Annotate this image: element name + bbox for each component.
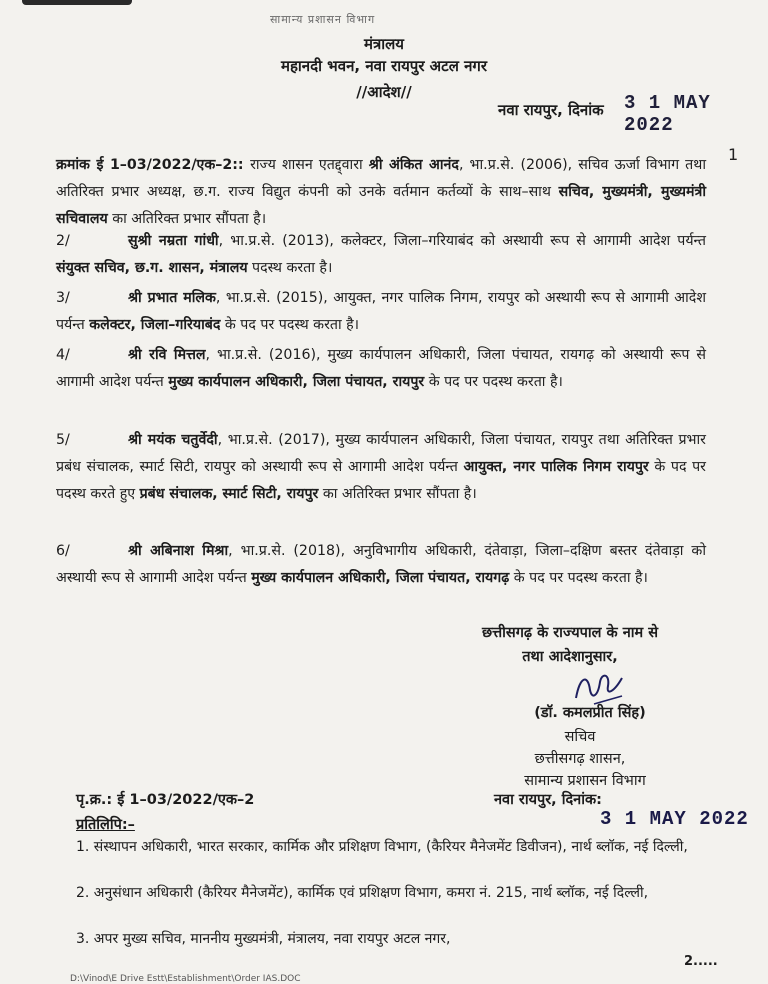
para-number: 2/ [56, 233, 70, 249]
officer-name: श्री प्रभात मलिक [128, 290, 216, 306]
officer-name: श्री अबिनाश मिश्रा [128, 543, 229, 559]
order-paragraph-1 [56, 152, 706, 233]
para-text: , भा.प्र.से. (2013), कलेक्टर, जिला–गरियाबंद को अस्थायी रूप से आगामी आदेश पर्यन्त [218, 233, 707, 249]
para-text: का अतिरिक्त प्रभार सौंपता है। [318, 486, 477, 502]
ministry-heading: मंत्रालय [363, 35, 404, 53]
phone-status-bar [22, 0, 132, 5]
signatory-government: छत्तीसगढ़ शासन, [534, 751, 626, 767]
copy-heading: प्रतिलिपि:– [76, 817, 135, 833]
para-text: राज्य शासन एतद्द्वारा [250, 157, 369, 173]
para-text: , भा.प्र.से. (2017), मुख्य कार्यपालन अधिकारी, जिला पंचायत, रायपुर तथा अतिरिक्त प्रभार प्रबंध संचालक, स्मार्ट सिटी, रायपुर को अस्थायी रूप से आगामी आदेश पर्यन्त [56, 432, 706, 475]
order-paragraph-5 [56, 427, 706, 508]
officer-name: श्री रवि मित्तल [128, 347, 206, 363]
assigned-post: आयुक्त, नगर पालिक निगम रायपुर [463, 459, 649, 475]
para-number: 3/ [56, 290, 70, 306]
endorsement-date-stamp: 3 1 MAY 2022 [600, 808, 749, 830]
officer-name: श्री मयंक चतुर्वेदी [128, 432, 218, 448]
para-text: , भा.प्र.से. (2018), अनुविभागीय अधिकारी, दंतेवाड़ा, जिला–दक्षिण बस्तर दंतेवाड़ा को अस्थायी रूप से आगामी आदेश पर्यन्त [56, 543, 706, 586]
handwritten-signature [570, 666, 630, 706]
officer-name: श्री अंकित आनंद [368, 157, 459, 173]
file-path-footer: D:\Vinod\E Drive Estt\Establishment\Order IAS.DOC [70, 974, 301, 984]
copy-item: 3. अपर मुख्य सचिव, माननीय मुख्यमंत्री, मंत्रालय, नवा रायपुर अटल नगर, [76, 931, 451, 947]
para-text: का अतिरिक्त प्रभार सौंपता है। [107, 211, 267, 227]
para-text: , भा.प्र.से. (2006), सचिव ऊर्जा विभाग तथा अतिरिक्त प्रभार अध्यक्ष, छ.ग. राज्य विद्युत कंपनी को उनके वर्तमान कर्तव्यों के साथ–साथ [56, 157, 706, 200]
assigned-post: सचिव, मुख्यमंत्री, मुख्यमंत्री सचिवालय [56, 184, 707, 227]
page-continuation: 2..... [684, 954, 718, 969]
para-number: 4/ [56, 347, 70, 363]
city-date-label: नवा रायपुर, दिनांक [498, 101, 604, 119]
signature-line-1: छत्तीसगढ़ के राज्यपाल के नाम से [481, 625, 659, 641]
order-paragraph-4 [56, 342, 706, 396]
assigned-post: मुख्य कार्यपालन अधिकारी, जिला पंचायत, रायगढ़ [251, 570, 510, 586]
address-heading: महानदी भवन, नवा रायपुर अटल नगर [280, 57, 488, 75]
signatory-department: सामान्य प्रशासन विभाग [524, 773, 646, 789]
para-text: के पद पर पदस्थ करता है। [509, 570, 648, 586]
header-partial-text: सामान्य प्रशासन विभाग [270, 13, 376, 26]
officer-name: सुश्री नम्रता गांधी [128, 233, 219, 249]
order-number: क्रमांक ई 1–03/2022/एक–2:: [56, 157, 251, 173]
para-text: के पद पर पदस्थ करते हुए [56, 459, 706, 502]
date-stamp: 3 1 MAY 2022 [624, 92, 711, 136]
endorsement-city-date: नवा रायपुर, दिनांक: [494, 792, 602, 808]
para-text: के पद पर पदस्थ करता है। [424, 374, 563, 390]
assigned-post: मुख्य कार्यपालन अधिकारी, जिला पंचायत, रायपुर [168, 374, 425, 390]
para-text: के पद पर पदस्थ करता है। [220, 317, 360, 333]
signatory-designation: सचिव [564, 729, 596, 745]
additional-charge: प्रबंध संचालक, स्मार्ट सिटी, रायपुर [139, 486, 319, 502]
assigned-post: कलेक्टर, जिला–गरियाबंद [89, 317, 221, 333]
order-title: //आदेश// [356, 83, 412, 101]
endorsement-reference: पृ.क्र.: ई 1–03/2022/एक–2 [76, 792, 255, 808]
para-text: पदस्थ करता है। [247, 260, 333, 276]
para-text: , भा.प्र.से. (2016), मुख्य कार्यपालन अधिकारी, जिला पंचायत, रायगढ़ को अस्थायी रूप से आगामी आदेश पर्यन्त [56, 347, 706, 390]
signatory-name: (डॉ. कमलप्रीत सिंह) [534, 705, 646, 721]
copy-item: 2. अनुसंधान अधिकारी (कैरियर मैनेजमेंट), कार्मिक एवं प्रशिक्षण विभाग, कमरा नं. 215, नार्थ ब्लॉक, नई दिल्ली, [76, 885, 649, 901]
order-paragraph-3 [56, 285, 706, 339]
assigned-post: संयुक्त सचिव, छ.ग. शासन, मंत्रालय [56, 260, 248, 276]
para-number: 5/ [56, 432, 70, 448]
side-page-number: 1 [728, 145, 739, 164]
para-text: , भा.प्र.से. (2015), आयुक्त, नगर पालिक निगम, रायपुर को अस्थायी रूप से आगामी आदेश पर्यन्त [56, 290, 706, 333]
order-paragraph-6 [56, 538, 706, 592]
order-paragraph-2 [56, 228, 706, 282]
para-number: 6/ [56, 543, 70, 559]
signature-line-2: तथा आदेशानुसार, [522, 649, 618, 665]
copy-item: 1. संस्थापन अधिकारी, भारत सरकार, कार्मिक और प्रशिक्षण विभाग, (कैरियर मैनेजमेंट डिवीजन), नार्थ ब्लॉक, नई दिल्ली, [76, 839, 688, 855]
